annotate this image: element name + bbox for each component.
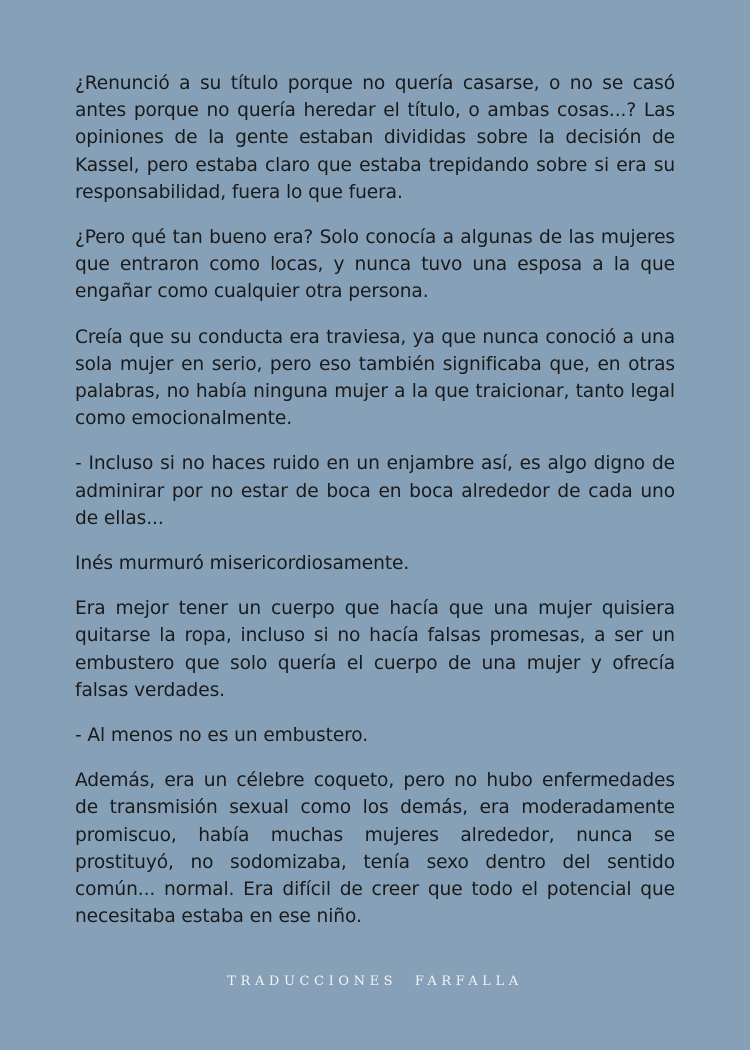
paragraph-2: ¿Pero qué tan bueno era? Solo conocía a algunas de las mujeres que entraron como locas, y nunca tuvo una esposa a la que engañar como cualquier otra persona. — [75, 227, 675, 303]
paragraph-3: Creía que su conducta era traviesa, ya que nunca conoció a una sola mujer en serio, pero eso también significaba que, en otras palabras, no había ninguna mujer a la que traicionar, tanto legal como emocionalmente. — [75, 326, 675, 430]
paragraph-7: - Al menos no es un embustero. — [75, 725, 369, 747]
footer-credit: TRADUCCIONES FARFALLA — [227, 974, 523, 989]
paragraph-5: Inés murmuró misericordiosamente. — [75, 553, 410, 575]
paragraph-1: ¿Renunció a su título porque no quería casarse, o no se casó antes porque no quería heredar el título, o ambas cosas...? Las opiniones de la gente estaban divididas sobre la decisión de Kassel, pero estaba claro que estaba trepidando sobre si era su responsabilidad, fuera lo que fuera. — [75, 73, 675, 203]
paragraph-8: Además, era un célebre coqueto, pero no hubo enfermedades de transmisión sexual como los demás, era moderadamente promiscuo, había muchas mujeres alrededor, nunca se prostituyó, no sodomizaba, tenía sexo dentro del sentido común... normal. Era difícil de creer que todo el potencial que necesitaba estaba en ese niño. — [75, 770, 675, 928]
paragraph-6: Era mejor tener un cuerpo que hacía que una mujer quisiera quitarse la ropa, incluso si no hacía falsas promesas, a ser un embustero que solo quería el cuerpo de una mujer y ofrecía falsas verdades. — [75, 598, 675, 701]
paragraph-4: - Incluso si no haces ruido en un enjambre así, es algo digno de adminirar por no estar de boca en boca alrededor de cada uno de ellas... — [75, 453, 675, 529]
body-text — [75, 70, 675, 948]
